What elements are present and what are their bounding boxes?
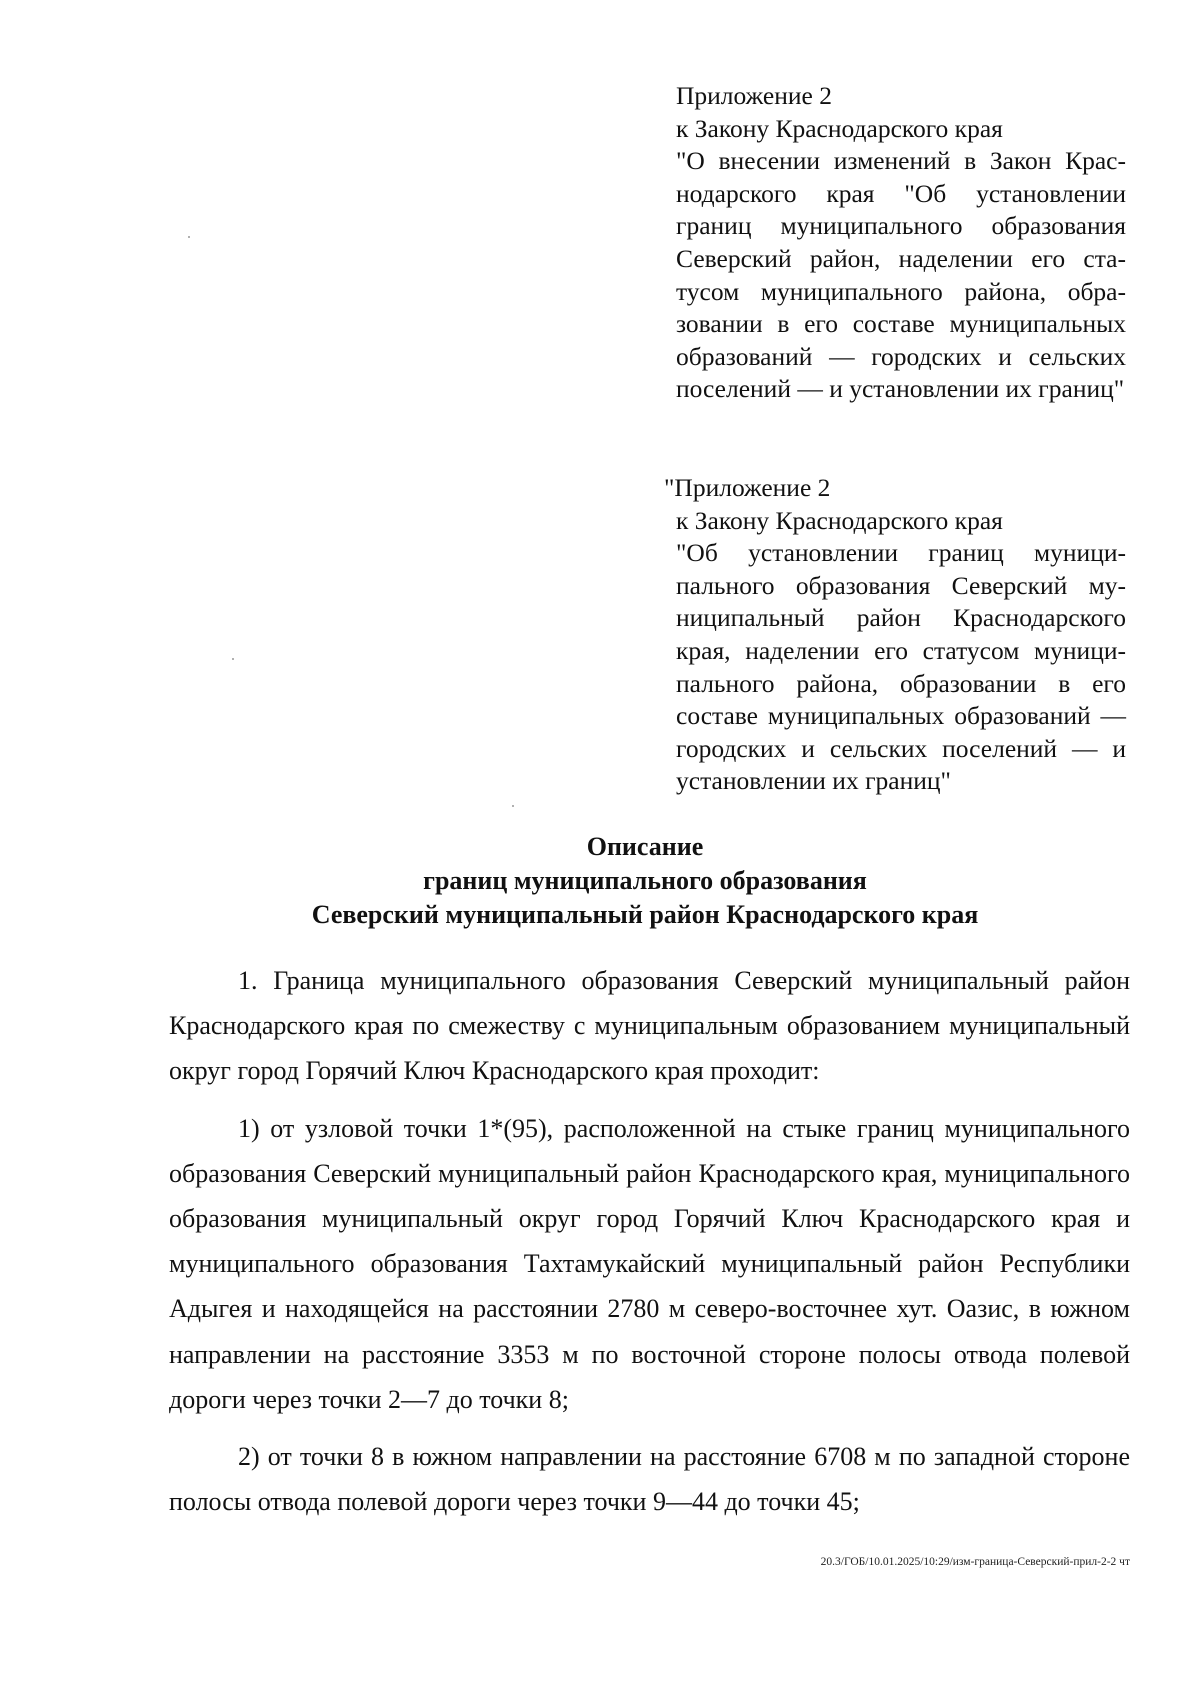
scan-speck [188, 236, 190, 238]
scan-speck [232, 658, 234, 660]
paragraph-2: 1) от узловой точки 1*(95), расположенной на стыке границ муниципального образования Северский муниципальный район Краснодарского края, муниципального образования муниципальный округ город Горячий Ключ Краснодарского края и муниципального образования Тахтамукайский муниципальный район Республики Адыгея и находящейся на расстоянии 2780 м северо-восточнее хут. Оазис, в южном направлении на расстояние 3353 м по восточной стороне полосы отвода полевой дороги через точки 2—7 до точки 8; [169, 1113, 1130, 1414]
scan-speck [512, 805, 514, 807]
document-title [160, 830, 1130, 932]
document-body [169, 958, 1130, 1536]
appendix-1-law-name: "О внесении изменений в Закон Краснодарского края "Об установлении границ муниципального образования Северский район, наделении его статусом муниципального района, образовании в его составе муниципальных образований — городских и сельских поселений — и установлении их границ" [676, 146, 1126, 404]
title-line-2: границ муниципального образования [423, 866, 867, 895]
appendix-1-law-ref: к Закону Краснодарского края [676, 113, 1003, 143]
title-line-1: Описание [586, 832, 704, 861]
appendix-2-law-ref: к Закону Краснодарского края [676, 505, 1003, 535]
appendix-1-title: Приложение 2 [676, 81, 832, 110]
appendix-header-2 [664, 472, 1126, 798]
appendix-2-title: "Приложение 2 [664, 473, 831, 502]
footer-file-reference: 20.3/ГОБ/10.01.2025/10:29/изм-граница-Северский-прил-2-2 чт [820, 1556, 1130, 1568]
paragraph-3: 2) от точки 8 в южном направлении на расстояние 6708 м по западной стороне полосы отвода полевой дороги через точки 9—44 до точки 45; [169, 1442, 1130, 1517]
paragraph-1: 1. Граница муниципального образования Северский муниципальный район Краснодарского края по смежеству с муниципальным образованием муниципальный округ город Горячий Ключ Краснодарского края проходит: [169, 966, 1130, 1086]
appendix-header-1 [676, 80, 1126, 406]
appendix-2-law-name: "Об установлении границ муниципального образования Северский муниципальный район Краснодарского края, наделении его статусом муниципального района, образовании в его составе муниципальных образований — городских и сельских поселений — и установлении их границ" [676, 538, 1126, 796]
title-line-3: Северский муниципальный район Краснодарского края [311, 900, 979, 929]
